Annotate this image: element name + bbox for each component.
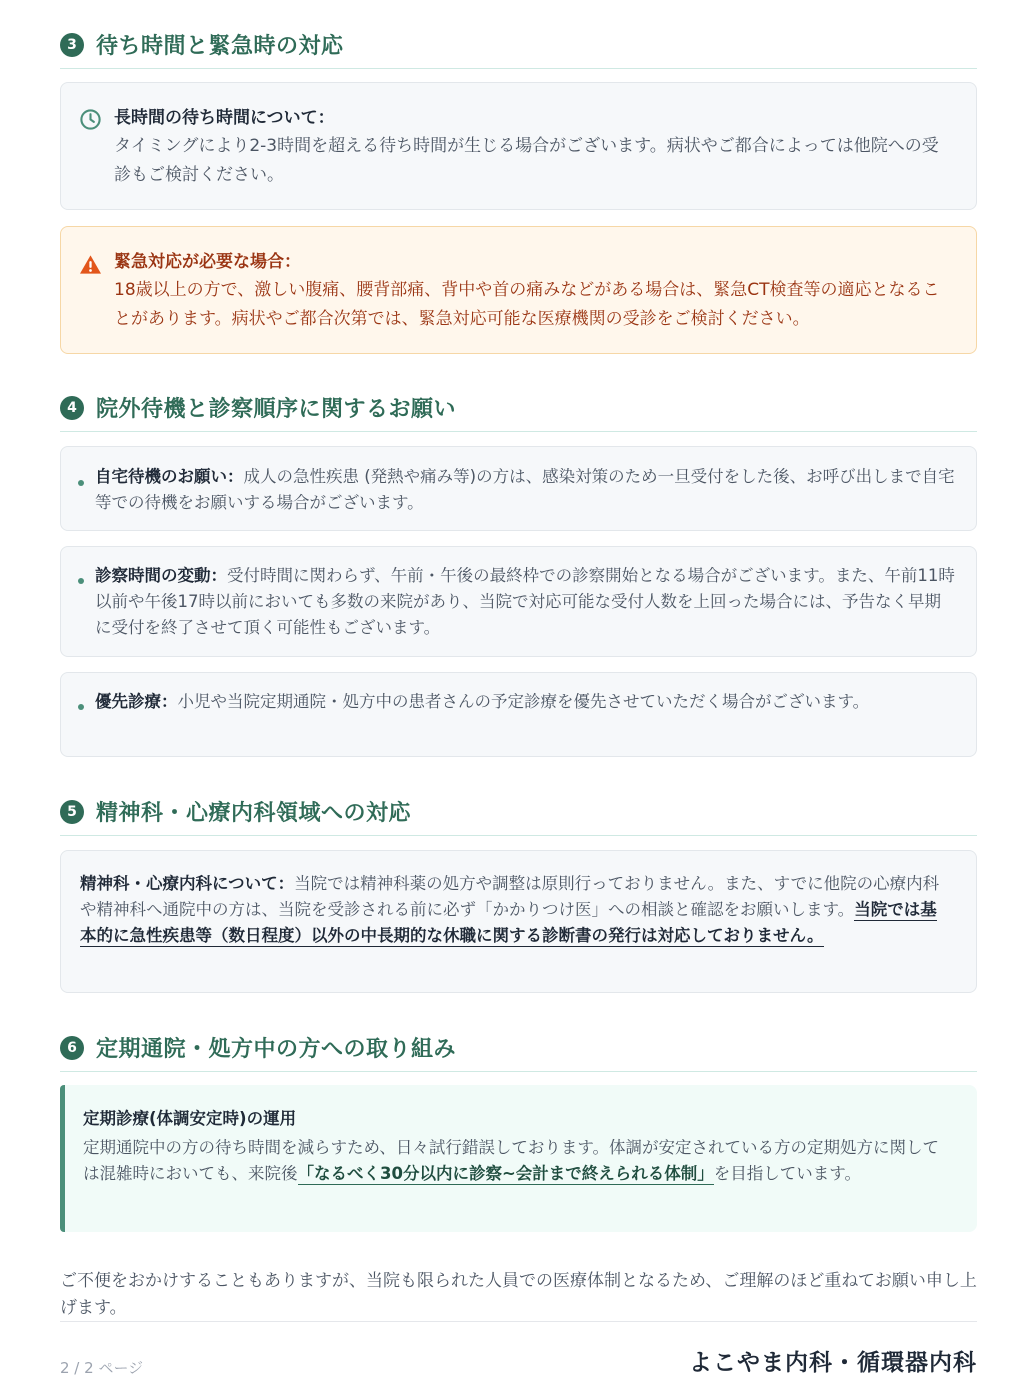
section-number: 4 [60, 396, 84, 420]
request-priority [60, 672, 977, 757]
psychiatry-emphasis: 当院では基本的に急性疾患等（数日程度）以外の中長期的な休職に関する診断書の発行は対応しておりません。 [80, 900, 937, 945]
section-number: 5 [60, 800, 84, 824]
psychiatry-notice [60, 850, 977, 993]
wait-notice-text: タイミングにより2-3時間を超える待ち時間が生じる場合がございます。病状やご都合によっては他院への受診もご検討ください。 [114, 136, 939, 185]
list-item [95, 464, 955, 516]
regular-visit-notice [60, 1085, 977, 1232]
psychiatry-text: 当院では精神科薬の処方や調整は原則行っておりません。また、すでに他院の心療内科や精神科へ通院中の方は、当院を受診される前に必ず「かかりつけ医」への相談と確認をお願いします。 [80, 874, 940, 919]
clinic-name: よこやま内科・循環器内科 [689, 1350, 977, 1376]
bullet [78, 480, 84, 486]
list-item [95, 563, 955, 641]
emergency-notice-text: 18歳以上の方で、激しい腹痛、腰背部痛、背中や首の痛みなどがある場合は、緊急CT検査等の適応となることがあります。病状やご都合次第では、緊急対応可能な医療機関の受診をご検討ください。 [114, 280, 940, 329]
item-text: 小児や当院定期通院・処方中の患者さんの予定診療を優先させていただく場合がございます。 [177, 692, 870, 711]
wait-notice-title: 長時間の待ち時間について： [114, 108, 335, 128]
closing-message: ご不便をおかけすることもありますが、当院も限られた人員での医療体制となるため、ご理解のほど重ねてお願い申し上げます。 [60, 1271, 977, 1318]
section-4-header [60, 392, 977, 432]
regular-text-after: を目指しています。 [713, 1164, 861, 1183]
footer-divider [60, 1321, 977, 1322]
request-home-waiting [60, 446, 977, 531]
item-label: 自宅待機のお願い： [95, 467, 244, 486]
regular-emphasis: 「なるべく30分以内に診察~会計まで終えられる体制」 [297, 1164, 714, 1183]
regular-text-before: 定期通院中の方の待ち時間を減らすため、日々試行錯誤しております。体調が安定されている方の定期処方に関しては混雑時においても、来院後 [83, 1138, 940, 1183]
emergency-notice-title: 緊急対応が必要な場合： [114, 252, 301, 272]
clock-icon [79, 108, 102, 135]
regular-text [83, 1135, 953, 1187]
regular-title: 定期診療(体調安定時)の運用 [83, 1109, 297, 1128]
section-number: 6 [60, 1036, 84, 1060]
section-title: 精神科・心療内科領域への対応 [96, 801, 412, 826]
emergency-notice [60, 226, 977, 354]
item-label: 診察時間の変動： [95, 566, 227, 585]
section-title: 定期通院・処方中の方への取り組み [96, 1037, 457, 1062]
wait-time-notice [60, 82, 977, 210]
request-time-variation [60, 546, 977, 657]
section-title: 待ち時間と緊急時の対応 [96, 34, 344, 59]
page-number: 2 / 2 ページ [60, 1359, 144, 1377]
section-title: 院外待機と診察順序に関するお願い [96, 397, 457, 422]
item-text: 受付時間に関わらず、午前・午後の最終枠での診察開始となる場合がございます。また、午前11時以前や午後17時以前においても多数の来院があり、当院で対応可能な受付人数を上回った場合には、予告なく早期に受付を終了させて頂く可能性もございます。 [95, 566, 955, 637]
bullet [78, 704, 84, 710]
section-number: 3 [60, 33, 84, 57]
bullet [78, 578, 84, 584]
psychiatry-label: 精神科・心療内科について： [80, 874, 295, 893]
section-6-header [60, 1032, 977, 1072]
warning-icon [79, 254, 102, 279]
section-3-header [60, 29, 977, 69]
item-label: 優先診療： [95, 692, 178, 711]
item-text: 成人の急性疾患 (発熱や痛み等)の方は、感染対策のため一旦受付をした後、お呼び出しまで自宅等での待機をお願いする場合がございます。 [95, 467, 955, 512]
section-5-header [60, 796, 977, 836]
list-item [95, 689, 945, 715]
psychiatry-text-block [80, 871, 950, 949]
